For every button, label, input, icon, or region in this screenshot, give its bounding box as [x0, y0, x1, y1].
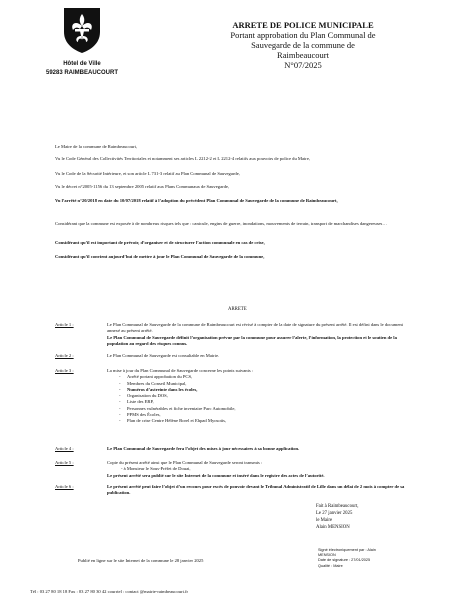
signature-name: Alain MENSION: [316, 525, 350, 530]
list-item: - Membres du Conseil Municipal,: [127, 381, 417, 387]
list-item: - Liste des ERP,: [127, 399, 417, 405]
title-line-2: Sauvegarde de la commune de: [251, 40, 355, 50]
article-3-label: Article 3 :: [55, 368, 74, 373]
article-1-label: Article 1 :: [55, 322, 74, 327]
preamble-considerant-risques: Considérant que la commune est exposée à de nombreux risques tels que : canicule, engins de guerre, inondations, mouvements de terrain, transport de marchandises dangereuses…: [55, 221, 387, 226]
town-hall-label: Hôtel de Ville: [63, 61, 101, 67]
preamble-considerant-maj: Considérant qu’il convient aujourd’hui de mettre à jour le Plan Communal de Sauvegarde de la commune,: [55, 254, 265, 259]
title-main: ARRETE DE POLICE MUNICIPALE: [232, 20, 374, 30]
signature-place: Fait à Raimbeaucourt,: [316, 504, 359, 509]
town-crest-logo: [62, 6, 102, 54]
preamble-vu-arrete: Vu l’arrêté n°20/2018 en date du 10/07/2018 relatif à l’adoption du précédent Plan Communal de Sauvegarde de la commune de Raimbeaucourt,: [55, 198, 338, 203]
list-item: - Personnes vulnérables et fiche inventaire Parc Automobile,: [127, 406, 417, 412]
preamble-vu-cgct: Vu le Code Général des Collectivités Territoriales et notamment ses articles L 2212-2 et L 2212-4 relatifs aux pouvoirs de police du Maire,: [55, 156, 311, 161]
signature-role: le Maire: [316, 518, 333, 523]
article-5-para-2: Le présent arrêté sera publié sur le site Internet de la commune et inséré dans le registre des actes de l’autorité.: [107, 472, 325, 478]
article-5-text: [107, 460, 417, 479]
preamble-mayor: Le Maire de la commune de Raimbeaucourt,: [55, 144, 138, 149]
footer-contact: Tél : 03 27 80 18 18 Fax : 03 27 80 30 42 courriel : contact @mairie-raimbeaucourt.fr: [30, 589, 189, 594]
article-2-text: Le Plan Communal de Sauvegarde est consultable en Mairie.: [107, 353, 220, 358]
article-6-label: Article 6 :: [55, 484, 74, 489]
document-title: [208, 20, 398, 70]
electronic-signature-stamp: [318, 548, 376, 569]
preamble-considerant-crise: Considérant qu’il est important de prévoir, d’organiser et de structurer l’action communale en cas de crise,: [55, 240, 265, 245]
article-4-text: Le Plan Communal de Sauvegarde fera l’objet des mises à jour nécessaires à sa bonne application.: [107, 446, 300, 451]
town-address: 59283 RAIMBEAUCOURT: [45, 70, 118, 76]
signature-date: Le 27 janvier 2025: [316, 511, 353, 516]
e-signature-line: MENSION: [318, 553, 336, 558]
title-line-3: Raimbeaucourt: [277, 50, 329, 60]
e-signature-line: Signé électroniquement par : Alain: [318, 548, 376, 552]
publication-notice: Publié en ligne sur le site Internet de la commune le 28 janvier 2025: [78, 558, 204, 563]
article-5-label: Article 5 :: [55, 460, 74, 465]
list-item: - PPMS des Écoles,: [127, 412, 417, 418]
article-6-text: Le présent arrêté peut faire l’objet d’un recours pour excès de pouvoir devant le Tribunal Administratif de Lille dans un délai de 2 mois à compter de sa publication.: [107, 484, 405, 496]
list-item: - Arrêté portant approbation du PCS,: [127, 374, 417, 380]
article-5-para-1: Copie du présent arrêté ainsi que le Plan Communal de Sauvegarde seront transmis :: [107, 460, 263, 465]
article-2-label: Article 2 :: [55, 353, 74, 358]
list-item: - Organisation du DOS,: [127, 393, 417, 399]
title-number: N°07/2025: [284, 60, 322, 70]
title-line-1: Portant approbation du Plan Communal de: [230, 30, 376, 40]
e-signature-line: Qualité : Maire: [318, 563, 343, 568]
e-signature-line: Date de signature : 27/01/2025: [318, 558, 371, 563]
article-4-label: Article 4 :: [55, 446, 74, 451]
preamble-vu-csi: Vu le Code de la Sécurité Intérieure, et son article L 731-3 relatif au Plan Communal de Sauvegarde,: [55, 171, 240, 176]
town-hall-address: [44, 60, 120, 78]
list-item: - Plan de crise Centre Hélène Borel et Ehpad Myosotis,: [127, 418, 417, 424]
article-3-list: [107, 374, 417, 424]
arrete-heading: ARRETE: [228, 307, 247, 312]
article-5-recipient: - à Monsieur le Sous-Préfet de Douai,: [121, 466, 191, 472]
article-3-intro: La mise à jour du Plan Communal de Sauvegarde concerne les points suivants :: [107, 368, 254, 373]
article-1-para-2: Le Plan Communal de Sauvegarde définit l’organisation prévue par la commune pour assurer l’alerte, l’information, la protection et le soutien de la population au regard des risques connus.: [107, 334, 397, 346]
preamble-vu-decret: Vu le décret n°2005-1156 du 13 septembre 2005 relatif aux Plans Communaux de Sauvegarde,: [55, 184, 230, 189]
signature-block: [316, 503, 359, 531]
list-item: - Numéros d’astreinte dans les écoles,: [127, 387, 417, 393]
article-1-para-1: Le Plan Communal de Sauvegarde de la commune de Raimbeaucourt est révisé à compter de la date de signature du présent arrêté. Il est défini dans le document annexé au présent arrêté.: [107, 322, 403, 334]
article-3-text: [107, 368, 417, 425]
article-1-text: [107, 322, 417, 347]
